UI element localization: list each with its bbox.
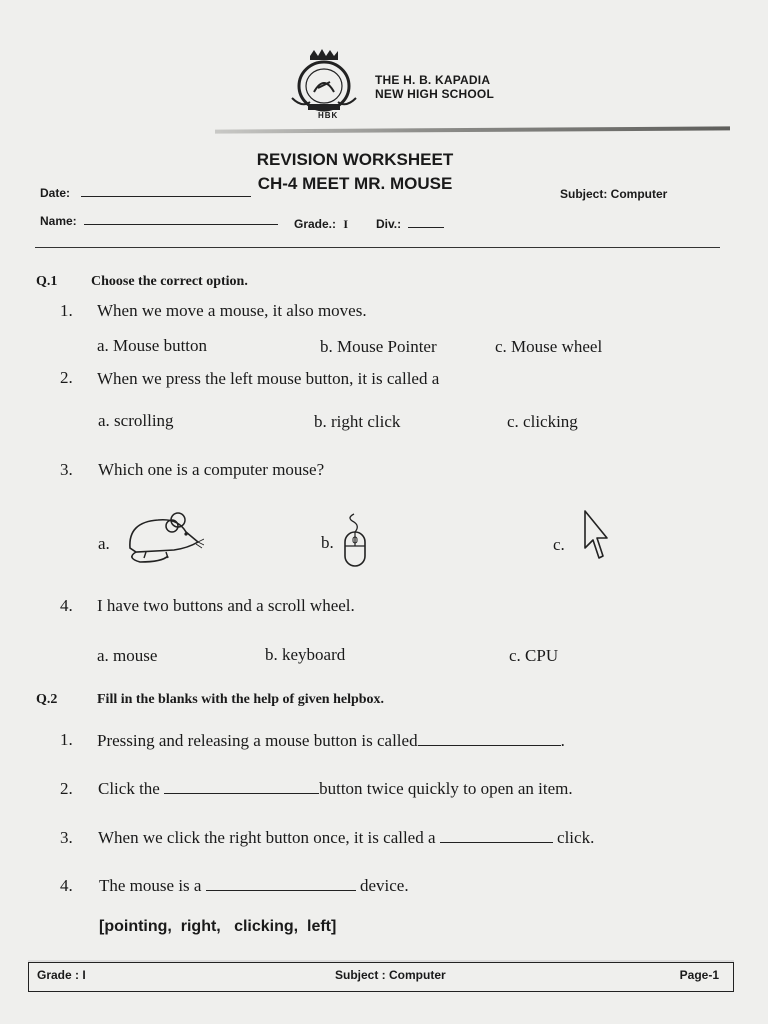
name-label: Name: <box>40 214 77 228</box>
header-bottom-rule <box>35 247 720 248</box>
q1-item-text: I have two buttons and a scroll wheel. <box>97 596 355 615</box>
q1-item-number: 3. <box>60 460 73 479</box>
q2-item-text-after: button twice quickly to open an item. <box>319 779 573 798</box>
grade-field <box>294 217 348 232</box>
q2-item-text: The mouse is a <box>99 876 202 895</box>
option[interactable]: c. <box>553 535 565 554</box>
q2-item-text-after: . <box>560 731 565 750</box>
option[interactable]: c. CPU <box>509 646 559 665</box>
school-name <box>375 73 494 101</box>
grade-label: Grade.: <box>294 217 337 231</box>
computer-mouse-icon <box>340 512 370 568</box>
name-blank[interactable] <box>84 223 278 225</box>
q2-item <box>99 876 409 896</box>
q2-item-number: 3. <box>60 828 73 847</box>
option[interactable]: b. right click <box>314 412 401 431</box>
footer-subject: Subject : Computer <box>335 968 446 982</box>
div-label: Div.: <box>376 217 402 231</box>
option[interactable]: b. keyboard <box>265 645 346 664</box>
subject-label: Subject: Computer <box>560 187 668 201</box>
q2-item <box>98 828 594 848</box>
header-divider <box>215 126 730 133</box>
q2-item-text: When we click the right button once, it is called a <box>98 828 436 847</box>
q1-heading: Choose the correct option. <box>91 274 248 289</box>
q1-item-text: When we press the left mouse button, it is called a <box>97 369 440 388</box>
footer-page: Page-1 <box>679 968 719 982</box>
option[interactable]: a. Mouse button <box>97 336 208 355</box>
q2-item-text-after: click. <box>557 828 595 847</box>
answer-blank[interactable] <box>164 792 319 794</box>
q1-item-number: 2. <box>60 368 73 387</box>
school-name-line1: THE H. B. KAPADIA <box>375 73 491 87</box>
div-field <box>376 217 444 231</box>
worksheet-title <box>230 148 480 196</box>
q2-item-text-after: device. <box>359 876 409 895</box>
option[interactable]: b. <box>321 533 334 552</box>
date-blank[interactable] <box>81 195 251 197</box>
q2-heading: Fill in the blanks with the help of given helpbox. <box>97 692 385 707</box>
q2-item-number: 4. <box>60 876 73 895</box>
option[interactable]: a. <box>98 534 110 553</box>
option[interactable]: c. clicking <box>507 412 578 431</box>
animal-mouse-icon <box>122 512 204 564</box>
title-line1: REVISION WORKSHEET <box>256 150 454 169</box>
q2-item-number: 1. <box>60 730 73 749</box>
answer-blank[interactable] <box>440 841 553 843</box>
q2-item <box>98 779 573 799</box>
div-blank[interactable] <box>408 226 444 228</box>
option[interactable]: b. Mouse Pointer <box>320 337 437 356</box>
q2-item-number: 2. <box>60 779 73 798</box>
q1-item-number: 4. <box>60 596 73 615</box>
q1-number: Q.1 <box>36 274 58 289</box>
school-name-line2: NEW HIGH SCHOOL <box>375 87 494 101</box>
school-logo <box>288 48 360 120</box>
mouse-pointer-icon <box>580 508 610 564</box>
page-footer <box>28 962 734 992</box>
footer-grade: Grade : I <box>37 968 86 982</box>
option[interactable]: a. scrolling <box>98 411 174 430</box>
school-abbr: HBK <box>318 111 339 120</box>
date-field <box>40 186 251 200</box>
q2-item <box>97 731 565 751</box>
option[interactable]: a. mouse <box>97 646 158 665</box>
date-label: Date: <box>40 186 71 200</box>
answer-blank[interactable] <box>206 889 356 891</box>
grade-value: I <box>343 217 349 231</box>
title-line2: CH-4 MEET MR. MOUSE <box>257 174 453 193</box>
q1-item-text: Which one is a computer mouse? <box>98 460 325 479</box>
q2-item-text: Click the <box>98 779 160 798</box>
q1-item-number: 1. <box>60 301 73 320</box>
option[interactable]: c. Mouse wheel <box>495 337 603 356</box>
helpbox: [pointing, right, clicking, left] <box>99 918 337 935</box>
q2-item-text: Pressing and releasing a mouse button is called <box>97 731 418 750</box>
answer-blank[interactable] <box>418 744 561 746</box>
q2-number: Q.2 <box>36 692 58 707</box>
name-field <box>40 214 278 228</box>
q1-item-text: When we move a mouse, it also moves. <box>97 301 367 320</box>
